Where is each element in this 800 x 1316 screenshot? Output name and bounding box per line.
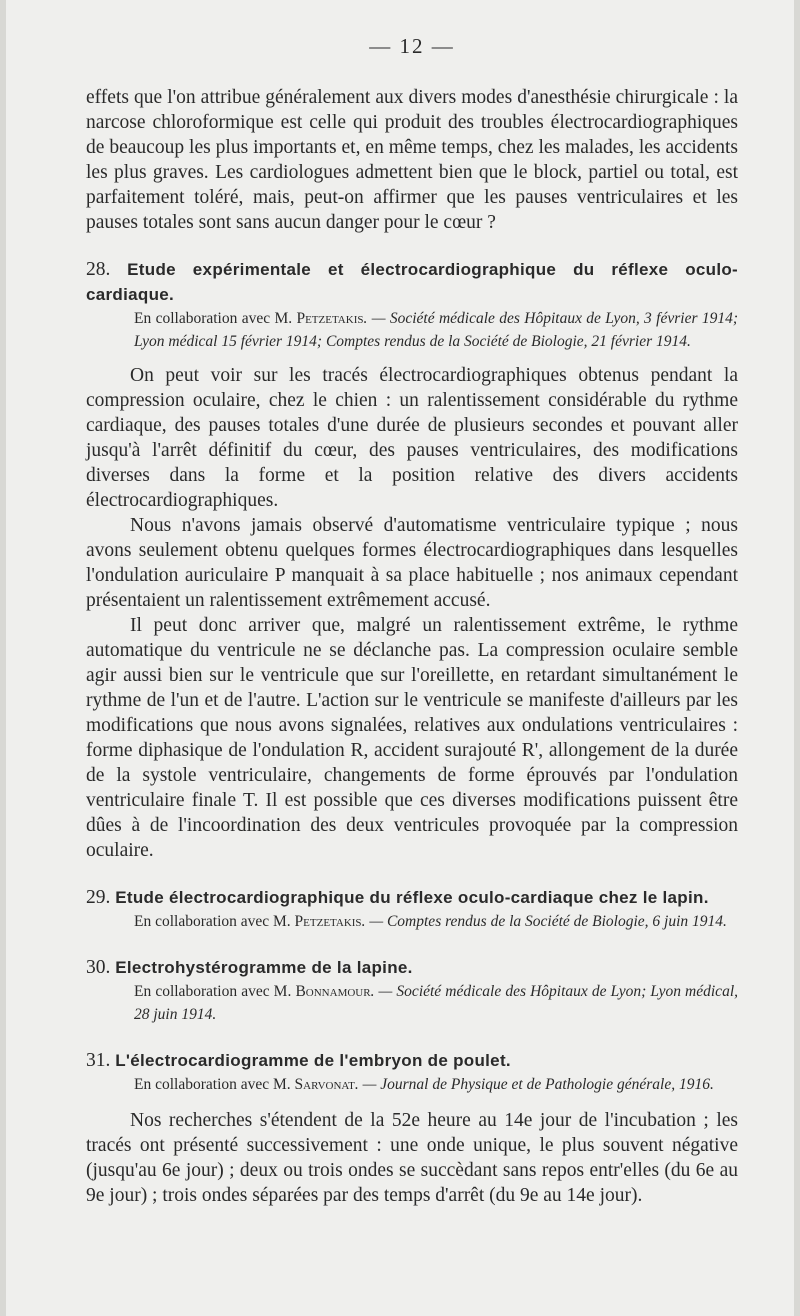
entry-29 (86, 885, 738, 933)
entry-heading (86, 885, 738, 910)
collab-prefix: En collaboration avec M. (134, 1076, 295, 1093)
body-paragraph: On peut voir sur les tracés électrocardiographiques obtenus pendant la compression oculaire, chez le chien : un ralentissement considérable du rythme cardiaque, des pauses totales d'une durée de plusieurs secondes et pouvant aller jusqu'à l'arrêt définitif du cœur, des pauses ventriculaires, des modifications diverses dans la forme et la position relative des divers accidents électrocardiographiques. (86, 365, 738, 511)
entry-body (86, 1108, 738, 1208)
entry-citation (86, 307, 738, 353)
collab-prefix: En collaboration avec M. (134, 983, 296, 1000)
citation-text: . — Société médicale des Hôpitaux de Lyon; Lyon médical, 28 juin 1914. (134, 983, 738, 1023)
entry-title: Etude expérimentale et électrocardiographique du réflexe oculo-cardiaque. (86, 260, 738, 304)
entry-title: Electrohystérogramme de la lapine. (115, 958, 413, 977)
body-paragraph: Il peut donc arriver que, malgré un ralentissement extrême, le rythme automatique du ventricule ne se déclanche pas. La compression oculaire semble agir aussi bien sur le ventricule que sur l'oreillette, en retardant simultanément le rythme de l'un et de l'autre. L'action sur le ventricule se manifeste d'ailleurs par les modifications que nous avons signalées, relatives aux ondulations ventriculaires : forme diphasique de l'ondulation R, accident surajouté R', allongement de la durée de la systole ventriculaire, changements de forme éprouvés par l'ondulation ventriculaire finale T. Il est possible que ces diverses modifications puissent être dûes à de l'incoordination des deux ventricules provoquée par la compression oculaire. (86, 615, 738, 861)
entry-30 (86, 955, 738, 1026)
entry-body (86, 363, 738, 863)
citation-text: . — Journal de Physique et de Pathologie générale, 1916. (354, 1076, 714, 1093)
collaborator-name: Petzetakis (296, 310, 364, 327)
entry-31 (86, 1048, 738, 1208)
entry-number: 29. (86, 887, 111, 908)
entry-number: 31. (86, 1050, 111, 1071)
collaborator-name: Bonnamour (295, 983, 371, 1000)
entry-title: L'électrocardiogramme de l'embryon de poulet. (115, 1051, 511, 1070)
entry-number: 28. (86, 259, 111, 280)
collab-prefix: En collaboration avec M. (134, 310, 297, 327)
entry-citation (86, 980, 738, 1026)
entry-number: 30. (86, 957, 111, 978)
intro-paragraph: effets que l'on attribue généralement aux divers modes d'anesthésie chirurgicale : la narcose chloroformique est celle qui produit des troubles électrocardiographiques de beaucoup les plus importants et, en même temps, chez les malades, les accidents les plus graves. Les cardiologues admettent bien que le block, partiel ou total, est parfaitement toléré, mais, peut-on affirmer que les pauses ventriculaires et les pauses totales sont sans aucun danger pour le cœur ? (86, 87, 738, 233)
page-edge-right (794, 0, 800, 1316)
entry-title: Etude électrocardiographique du réflexe oculo-cardiaque chez le lapin. (115, 888, 709, 907)
collaborator-name: Petzetakis (294, 913, 362, 930)
entry-heading (86, 257, 738, 307)
citation-text: . — Comptes rendus de la Société de Biologie, 6 juin 1914. (361, 913, 727, 930)
citation-text: . — Société médicale des Hôpitaux de Lyon, 3 février 1914; Lyon médical 15 février 1914; Comptes rendus de la Société de Biologie, 21 février 1914. (134, 310, 738, 350)
entry-heading (86, 1048, 738, 1073)
page-edge-left (0, 0, 6, 1316)
page-number: — 12 — (369, 34, 455, 58)
collaborator-name: Sarvonat (294, 1076, 355, 1093)
entry-citation (86, 910, 738, 933)
entry-28 (86, 257, 738, 863)
body-paragraph: Nous n'avons jamais observé d'automatisme ventriculaire typique ; nous avons seulement obtenu quelques formes électrocardiographiques dans lesquelles l'ondulation auriculaire P manquait à sa place habituelle ; nos animaux cependant présentaient un ralentissement extrêmement accusé. (86, 515, 738, 611)
entry-citation (86, 1073, 738, 1096)
collab-prefix: En collaboration avec M. (134, 913, 295, 930)
body-paragraph: Nos recherches s'étendent de la 52e heure au 14e jour de l'incubation ; les tracés ont présenté successivement : une onde unique, le plus souvent négative (jusqu'au 6e jour) ; deux ou trois ondes se succèdant sans repos entr'elles (du 6e au 9e jour) ; trois ondes séparées par des temps d'arrêt (du 9e au 14e jour). (86, 1110, 738, 1206)
entry-heading (86, 955, 738, 980)
